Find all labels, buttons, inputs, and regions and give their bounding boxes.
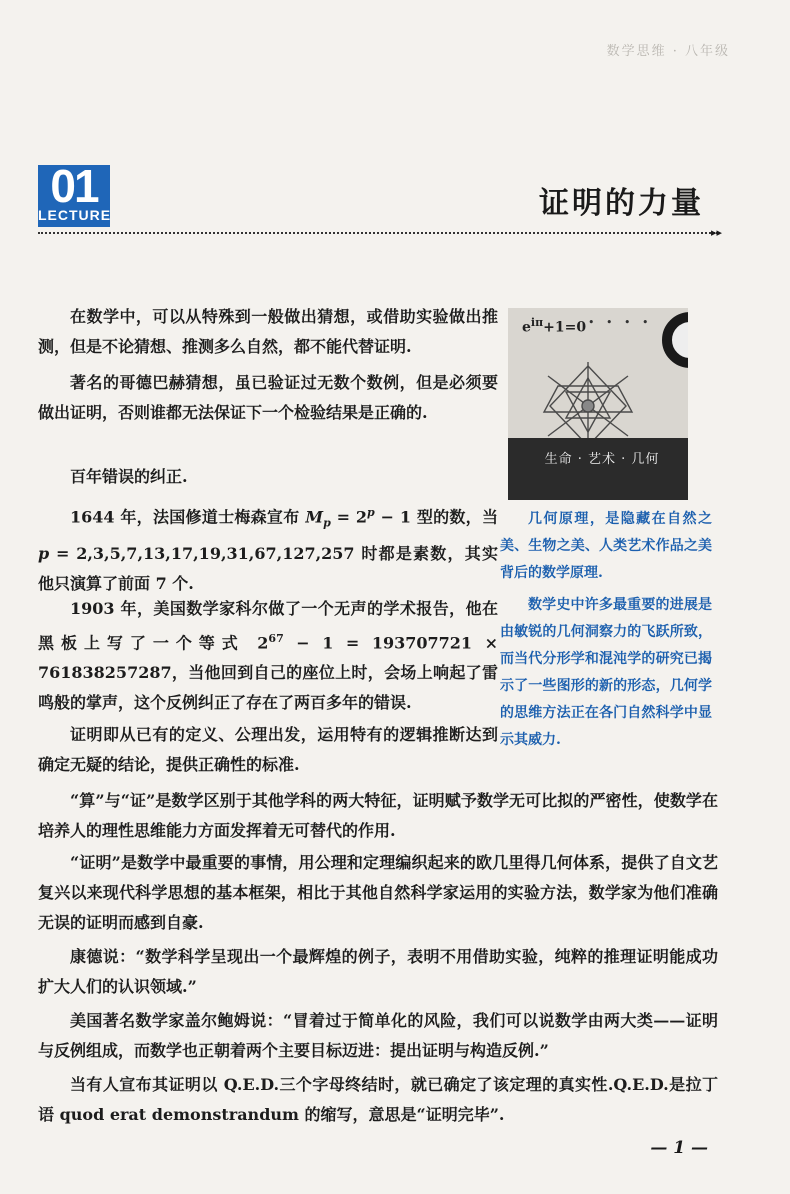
chapter-title: 证明的力量 — [539, 186, 704, 221]
cover-band — [508, 438, 688, 500]
lecture-number: 01 — [50, 160, 98, 212]
p4-sub: p — [323, 516, 331, 530]
paragraph-6: 证明即从已有的定义、公理出发，运用特有的逻辑推断达到确定无疑的结论，提供正确性的标准. — [38, 725, 498, 774]
p4-text-b: = 2 — [330, 507, 368, 527]
paragraph-10: 美国著名数学家盖尔鲍姆说：“冒着过于简单化的风险，我们可以说数学由两大类——证明与反例组成，而数学也正朝着两个主要目标迈进：提出证明与构造反例.” — [38, 1011, 718, 1060]
p4-var-m: M — [305, 507, 324, 527]
paragraph-1: 在数学中，可以从特殊到一般做出猜想，或借助实验做出推测，但是不论猜想、推测多么自然，都不能代替证明. — [38, 307, 498, 356]
divider-end-mark: ▸▸ — [710, 226, 722, 239]
paragraph-2: 著名的哥德巴赫猜想，虽已验证过无数个数例，但是必须要做出证明，否则谁都无法保证下一个检验结果是正确的. — [38, 373, 498, 422]
page-number: — 1 — — [650, 1138, 708, 1158]
formula-decoration: • • • • — [588, 316, 653, 329]
p5-text-a: 1903 年，美国数学家科尔做了一个无声的学术报告，他在黑板上写了一个等式 2 — [38, 599, 498, 653]
lecture-label: LECTURE — [38, 207, 112, 223]
p4-text-a: 1644 年，法国修道士梅森宣布 — [70, 507, 306, 527]
caption-2: 数学史中许多最重要的进展是由敏锐的几何洞察力的飞跃所致，而当代分形学和混沌学的研究已揭示了一些图形的新的形态，几何学的思维方法正在各门自然科学中显示其威力. — [500, 597, 712, 748]
paragraph-11: 当有人宣布其证明以 Q.E.D.三个字母终结时，就已确定了该定理的真实性.Q.E.D.是拉丁语 quod erat demonstrandum 的缩写，意思是“证明完毕”. — [38, 1075, 718, 1124]
paragraph-7: “算”与“证”是数学区别于其他学科的两大特征，证明赋予数学无可比拟的严密性，使数学在培养人的理性思维能力方面发挥着无可替代的作用. — [38, 791, 718, 840]
running-head: 数学思维 · 八年级 — [606, 44, 730, 59]
paragraph-3: 百年错误的纠正. — [70, 467, 188, 486]
p5-sup: 67 — [268, 632, 284, 645]
paragraph-8: “证明”是数学中最重要的事情，用公理和定理编织起来的欧几里得几何体系，提供了自文艺复兴以来现代科学思想的基本框架，相比于其他自然科学家运用的实验方法，数学家为他们准确无误的证明而感到自豪. — [38, 853, 718, 932]
p4-sup: p — [367, 506, 375, 519]
p4-text-d: = 2,3,5,7,13,17,19,31,67,127,257 时都是素数，其实他只演算了前面 7 个. — [38, 543, 498, 593]
p4-text-c: − 1 型的数，当 — [374, 507, 498, 527]
paragraph-9: 康德说：“数学科学呈现出一个最辉煌的例子，表明不用借助实验，纯粹的推理证明能成功扩大人们的认识领域.” — [38, 947, 718, 996]
polyhedron-star-icon — [518, 336, 688, 446]
paragraph-5 — [38, 594, 498, 718]
p4-var-p: p — [38, 543, 50, 563]
lecture-badge — [38, 160, 112, 227]
book-cover-image — [508, 308, 688, 500]
euler-formula: $e^{i\pi}+1=0$ — [522, 316, 587, 336]
title-divider — [38, 232, 718, 234]
paragraph-4 — [38, 498, 498, 599]
p5-text-b: − 1 = 193707721 × 761838257287，当他回到自己的座位上时，会场上响起了雷鸣般的掌声，这个反例纠正了存在了两百多年的错误. — [38, 633, 498, 713]
cover-title: 生命 · 艺术 · 几何 — [544, 452, 660, 467]
caption-1: 几何原理，是隐藏在自然之美、生物之美、人类艺术作品之美背后的数学原理. — [500, 511, 712, 581]
